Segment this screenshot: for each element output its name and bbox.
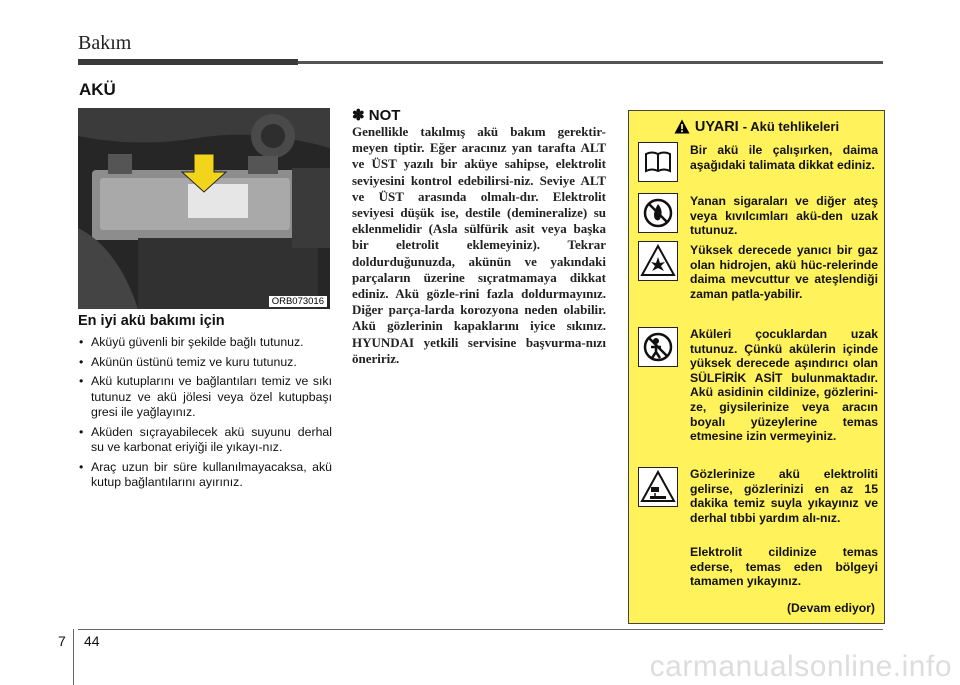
note-heading: ✽ NOT [352,107,401,124]
list-item: • Araç uzun bir süre kullanılmayacaksa, akü kutup bağlantılarını ayırınız. [78,460,332,491]
header-rule [298,61,883,64]
care-title: En iyi akü bakımı için [78,313,225,329]
list-item: • Aküden sıçrayabilecek akü suyunu derhal su ve karbonat eriyiği ile yıkayı-nız. [78,425,332,456]
care-list [78,335,332,495]
header-bar [78,59,298,65]
warning-triangle-icon [674,119,690,138]
list-item: • Aküyü güvenli bir şekilde bağlı tutunuz. [78,335,332,351]
warning-text-6: Elektrolit cildinize temas ederse, temas eden bölgeyi tamamen yıkayınız. [690,545,878,589]
warning-subtitle: - Akü tehlikeleri [742,119,840,134]
warning-box [628,110,885,624]
battery-photo [78,108,330,309]
header-title: Bakım [78,32,132,54]
watermark: carmanualsonline.info [649,650,952,683]
page-number: 44 [84,633,100,649]
no-flame-icon [638,193,678,233]
footer-rule [78,629,883,630]
warning-text-1: Bir akü ile çalışırken, daima aşağıdaki talimata dikkat ediniz. [690,143,878,172]
keep-children-away-icon [638,327,678,367]
chapter-number: 7 [58,633,66,649]
footer-divider [73,629,74,685]
corrosive-acid-icon [638,467,678,507]
warning-header [629,119,884,138]
list-item: • Akünün üstünü temiz ve kuru tutunuz. [78,355,332,371]
section-title: AKÜ [79,80,116,99]
manual-icon [638,142,678,182]
warning-title: UYARI [694,119,739,135]
photo-code: ORB073016 [269,296,327,307]
warning-text-5: Gözlerinize akü elektroliti gelirse, gözlerinizi en az 15 dakika temiz suyla yıkayınız ve derhal tıbbi yardım alı-nız. [690,467,878,525]
list-item: • Akü kutuplarını ve bağlantıları temiz ve sıkı tutunuz ve akü jölesi veya özel kutupbaşı gresi ile yağlayınız. [78,374,332,421]
engine-bay-illustration [78,108,330,309]
note-body: Genellikle takılmış akü bakım gerektir-meyen tiptir. Eğer aracınız yan tarafta ALT ve ÜST yazılı bir aküye sahipse, elektrolit seviyesini kontrol edebilirsi-niz. Seviye ALT ve ÜST arasında olmalı-dır. Elektrolit seviyesi düşük ise, destile (demineralize) su eklenmelidir (Asla sülfürik asit veya başka bir eletrolit eklemeyiniz). Tekrar doldurduğunuzda, akünün ve yakındaki parçaların üzerine sıçratmamaya dikkat ediniz. Akü gözle-rini fazla doldurmayınız. Diğer parça-larda korozyona neden olabilir. Akü gözlerinin kapaklarını iyice sıkınız. HYUNDAI yetkili servisine başvurma-nızı öneririz. [352,124,606,366]
continued-label: (Devam ediyor) [786,601,875,615]
warning-text-2: Yanan sigaraları ve diğer ateş veya kıvılcımları akü-den uzak tutunuz. [690,194,878,238]
warning-text-4: Aküleri çocuklardan uzak tutunuz. Çünkü akülerin içinde yüksek derecede aşındırıcı olan SÜLFİRİK ASİT bulunmaktadır. Akü asidinin cildinize, gözlerini-ze, giysilerinize veya aracın boyalı yüzeylerine temas etmesine izin vermeyiniz. [690,327,878,444]
explosion-icon [638,241,678,281]
warning-text-3: Yüksek derecede yanıcı bir gaz olan hidrojen, akü hüc-relerinde daima mevcuttur ve ateşlendiği zaman patla-yabilir. [690,243,878,301]
